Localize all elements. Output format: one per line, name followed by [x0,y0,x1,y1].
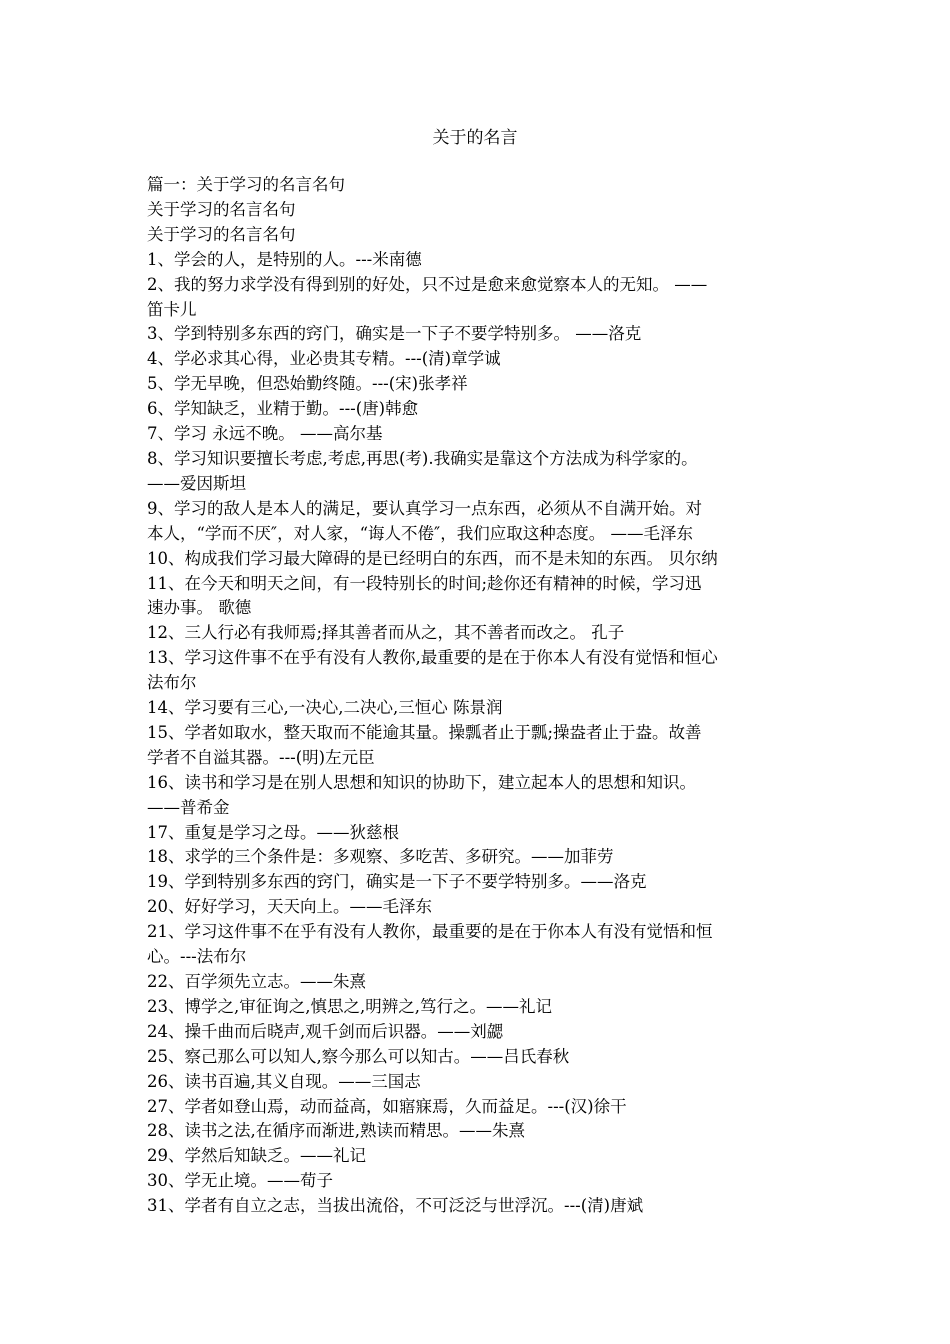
text-line: 27、学者如登山焉，动而益高，如寤寐焉，久而益足。---(汉)徐干 [147,1096,627,1116]
text-line: 21、学习这件事不在乎有没有人教你，最重要的是在于你本人有没有觉悟和恒 [147,922,713,942]
text-line: 30、学无止境。——荀子 [147,1171,333,1191]
text-line: 心。---法布尔 [147,947,247,967]
text-line: 19、学到特别多东西的窍门，确实是一下子不要学特别多。——洛克 [147,872,647,892]
text-line: 关于学习的名言名句 [147,199,296,219]
text-line: 1、学会的人，是特别的人。---米南德 [147,249,422,269]
text-line: 笛卡儿 [147,299,197,319]
text-line: 本人，“学而不厌″，对人家，“诲人不倦″，我们应取这种态度。 ——毛泽东 [147,523,693,543]
text-line: 6、学知缺乏，业精于勤。---(唐)韩愈 [147,399,419,419]
document-body [147,173,807,1219]
text-line: 26、读书百遍,其义自现。——三国志 [147,1071,421,1091]
text-line: 3、学到特别多东西的窍门，确实是一下子不要学特别多。 ——洛克 [147,324,642,344]
text-line: 11、在今天和明天之间，有一段特别长的时间;趁你还有精神的时候，学习迅 [147,573,702,593]
text-line: 23、博学之,审征询之,慎思之,明辨之,笃行之。——礼记 [147,996,552,1016]
text-line: 4、学必求其心得，业必贵其专精。---(清)章学诚 [147,349,501,369]
text-line: 学者不自溢其器。---(明)左元臣 [147,747,375,767]
text-line: 12、三人行必有我师焉;择其善者而从之，其不善者而改之。 孔子 [147,623,625,643]
text-line: 关于学习的名言名句 [147,224,296,244]
text-line: 17、重复是学习之母。——狄慈根 [147,822,399,842]
text-line: 2、我的努力求学没有得到别的好处，只不过是愈来愈觉察本人的无知。 —— [147,274,708,294]
text-line: 7、学习 永远不晚。 ——高尔基 [147,424,383,444]
text-line: 篇一：关于学习的名言名句 [147,175,345,194]
text-line: 5、学无早晚，但恐始勤终随。---(宋)张孝祥 [147,374,468,394]
text-line: 10、构成我们学习最大障碍的是已经明白的东西，而不是未知的东西。 贝尔纳 [147,548,718,568]
text-line: 20、好好学习，天天向上。——毛泽东 [147,897,432,917]
text-line: 14、学习要有三心,一决心,二决心,三恒心 陈景润 [147,698,503,718]
text-line: 22、百学须先立志。——朱熹 [147,972,366,991]
text-line: ——普希金 [147,797,230,817]
text-line: 28、读书之法,在循序而渐进,熟读而精思。——朱熹 [147,1121,525,1141]
text-line: 29、学然后知缺乏。——礼记 [147,1146,366,1166]
text-line: 8、学习知识要擅长考虑,考虑,再思(考).我确实是靠这个方法成为科学家的。 [147,448,698,468]
text-line: 25、察己那么可以知人,察今那么可以知古。——吕氏春秋 [147,1046,570,1066]
text-line: 9、学习的敌人是本人的满足，要认真学习一点东西，必须从不自满开始。对 [147,498,702,518]
text-line: 18、求学的三个条件是：多观察、多吃苦、多研究。——加菲劳 [147,847,614,867]
text-line: 法布尔 [147,673,197,693]
text-line: 13、学习这件事不在乎有没有人教你,最重要的是在于你本人有没有觉悟和恒心 [147,648,718,668]
text-line: ——爱因斯坦 [147,473,246,493]
text-line: 16、读书和学习是在别人思想和知识的协助下，建立起本人的思想和知识。 [147,772,696,792]
document-title: 关于的名言 [432,128,518,148]
text-line: 15、学者如取水，整天取而不能逾其量。操瓢者止于瓢;操盎者止于盎。故善 [147,722,702,742]
text-line: 31、学者有自立之志，当拔出流俗，不可泛泛与世浮沉。---(清)唐斌 [147,1196,644,1216]
text-line: 24、操千曲而后晓声,观千剑而后识器。——刘勰 [147,1021,504,1041]
text-line: 速办事。 歌德 [147,598,252,618]
